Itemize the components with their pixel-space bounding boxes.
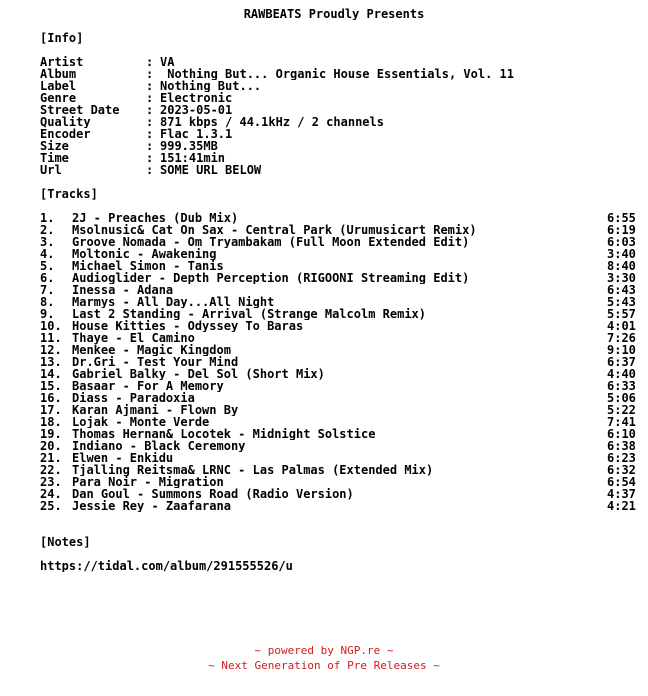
notes-heading: [Notes] <box>40 536 91 548</box>
track-title: 2J - Preaches (Dub Mix) <box>72 212 239 224</box>
track-duration: 6:32 <box>607 464 636 476</box>
track-row <box>0 440 648 452</box>
track-title: Jessie Rey - Zaafarana <box>72 500 231 512</box>
track-row <box>0 248 648 260</box>
spacer <box>0 512 648 524</box>
info-key: Url <box>40 164 62 176</box>
info-key: Label <box>40 80 77 92</box>
footer-tagline: ~ Next Generation of Pre Releases ~ <box>208 659 440 672</box>
track-duration: 6:23 <box>607 452 636 464</box>
track-number: 15. <box>40 380 62 392</box>
info-separator: : <box>146 92 154 104</box>
track-row <box>0 488 648 500</box>
spacer <box>0 20 648 32</box>
track-row <box>0 428 648 440</box>
track-row <box>0 392 648 404</box>
track-title: Last 2 Standing - Arrival (Strange Malcolm Remix) <box>72 308 427 320</box>
info-row <box>0 56 648 68</box>
track-row <box>0 356 648 368</box>
track-title: Basaar - For A Memory <box>72 380 224 392</box>
info-row <box>0 140 648 152</box>
info-key: Genre <box>40 92 77 104</box>
info-key: Artist <box>40 56 84 68</box>
track-list <box>0 212 648 512</box>
notes-url: https://tidal.com/album/291555526/u <box>40 560 293 572</box>
info-separator: : <box>146 140 154 152</box>
track-title: Karan Ajmani - Flown By <box>72 404 239 416</box>
track-number: 12. <box>40 344 62 356</box>
track-number: 21. <box>40 452 62 464</box>
track-title: Indiano - Black Ceremony <box>72 440 246 452</box>
track-duration: 6:19 <box>607 224 636 236</box>
track-title: Marmys - All Day...All Night <box>72 296 275 308</box>
track-number: 4. <box>40 248 55 260</box>
track-title: Elwen - Enkidu <box>72 452 174 464</box>
track-title: Para Noir - Migration <box>72 476 224 488</box>
track-title: Tjalling Reitsma& LRNC - Las Palmas (Extended Mix) <box>72 464 434 476</box>
track-number: 19. <box>40 428 62 440</box>
spacer <box>0 176 648 188</box>
track-row <box>0 212 648 224</box>
track-title: Audioglider - Depth Perception (RIGOONI Streaming Edit) <box>72 272 470 284</box>
spacer <box>0 200 648 212</box>
track-row <box>0 296 648 308</box>
track-number: 6. <box>40 272 55 284</box>
track-row <box>0 224 648 236</box>
info-key: Album <box>40 68 77 80</box>
track-duration: 6:37 <box>607 356 636 368</box>
info-value: Flac 1.3.1 <box>160 128 233 140</box>
info-value: 871 kbps / 44.1kHz / 2 channels <box>160 116 384 128</box>
track-title: Dan Goul - Summons Road (Radio Version) <box>72 488 354 500</box>
track-duration: 4:21 <box>607 500 636 512</box>
track-row <box>0 452 648 464</box>
track-title: Menkee - Magic Kingdom <box>72 344 231 356</box>
track-row <box>0 308 648 320</box>
track-row <box>0 320 648 332</box>
info-separator: : <box>146 152 154 164</box>
info-separator: : <box>146 68 154 80</box>
track-number: 24. <box>40 488 62 500</box>
track-duration: 6:03 <box>607 236 636 248</box>
info-separator: : <box>146 56 154 68</box>
track-number: 18. <box>40 416 62 428</box>
info-heading: [Info] <box>40 32 84 44</box>
track-duration: 6:38 <box>607 440 636 452</box>
info-row <box>0 128 648 140</box>
track-number: 5. <box>40 260 55 272</box>
info-key: Quality <box>40 116 91 128</box>
info-value: Electronic <box>160 92 233 104</box>
track-duration: 5:57 <box>607 308 636 320</box>
track-duration: 5:06 <box>607 392 636 404</box>
info-separator: : <box>146 116 154 128</box>
track-title: Moltonic - Awakening <box>72 248 217 260</box>
track-row <box>0 272 648 284</box>
track-duration: 4:01 <box>607 320 636 332</box>
info-row <box>0 104 648 116</box>
track-number: 14. <box>40 368 62 380</box>
track-title: Lojak - Monte Verde <box>72 416 210 428</box>
tracks-heading: [Tracks] <box>40 188 98 200</box>
spacer <box>0 548 648 560</box>
track-duration: 7:26 <box>607 332 636 344</box>
track-row <box>0 404 648 416</box>
track-duration: 3:40 <box>607 248 636 260</box>
info-value: 151:41min <box>160 152 226 164</box>
info-separator: : <box>146 104 154 116</box>
info-separator: : <box>146 164 154 176</box>
info-value: Nothing But... <box>160 80 262 92</box>
track-number: 3. <box>40 236 55 248</box>
info-key: Street Date <box>40 104 120 116</box>
track-row <box>0 368 648 380</box>
info-key: Encoder <box>40 128 91 140</box>
track-duration: 6:33 <box>607 380 636 392</box>
track-number: 16. <box>40 392 62 404</box>
track-duration: 5:22 <box>607 404 636 416</box>
track-number: 8. <box>40 296 55 308</box>
info-row <box>0 164 648 176</box>
track-duration: 4:37 <box>607 488 636 500</box>
info-row <box>0 80 648 92</box>
track-title: Inessa - Adana <box>72 284 174 296</box>
track-number: 11. <box>40 332 62 344</box>
info-row <box>0 68 648 80</box>
track-row <box>0 260 648 272</box>
info-value: VA <box>160 56 175 68</box>
track-number: 13. <box>40 356 62 368</box>
track-title: Michael Simon - Tanis <box>72 260 224 272</box>
track-duration: 9:10 <box>607 344 636 356</box>
track-duration: 3:30 <box>607 272 636 284</box>
track-duration: 6:10 <box>607 428 636 440</box>
track-duration: 6:54 <box>607 476 636 488</box>
track-number: 22. <box>40 464 62 476</box>
track-number: 25. <box>40 500 62 512</box>
page-title: RAWBEATS Proudly Presents <box>243 8 425 20</box>
track-duration: 8:40 <box>607 260 636 272</box>
track-title: Dr.Gri - Test Your Mind <box>72 356 239 368</box>
info-value: Nothing But... Organic House Essentials, Vol. 11 <box>160 68 515 80</box>
track-title: Thaye - El Camino <box>72 332 195 344</box>
track-row <box>0 344 648 356</box>
track-number: 23. <box>40 476 62 488</box>
spacer <box>0 44 648 56</box>
info-row <box>0 116 648 128</box>
info-key: Time <box>40 152 69 164</box>
track-title: Gabriel Balky - Del Sol (Short Mix) <box>72 368 325 380</box>
nfo-document <box>0 8 648 572</box>
track-number: 17. <box>40 404 62 416</box>
info-separator: : <box>146 128 154 140</box>
track-title: Thomas Hernan& Locotek - Midnight Solstice <box>72 428 376 440</box>
track-duration: 7:41 <box>607 416 636 428</box>
track-row <box>0 500 648 512</box>
info-list <box>0 56 648 176</box>
track-title: Diass - Paradoxia <box>72 392 195 404</box>
info-value: SOME URL BELOW <box>160 164 262 176</box>
track-number: 9. <box>40 308 55 320</box>
track-title: Msolnusic& Cat On Sax - Central Park (Urumusicart Remix) <box>72 224 477 236</box>
track-number: 7. <box>40 284 55 296</box>
track-row <box>0 380 648 392</box>
track-title: House Kitties - Odyssey To Baras <box>72 320 304 332</box>
track-row <box>0 416 648 428</box>
info-value: 999.35MB <box>160 140 218 152</box>
track-duration: 6:43 <box>607 284 636 296</box>
info-value: 2023-05-01 <box>160 104 233 116</box>
track-number: 1. <box>40 212 55 224</box>
footer-powered-by: ~ powered by NGP.re ~ <box>254 644 394 657</box>
track-duration: 6:55 <box>607 212 636 224</box>
info-row <box>0 152 648 164</box>
info-key: Size <box>40 140 69 152</box>
track-duration: 4:40 <box>607 368 636 380</box>
info-row <box>0 92 648 104</box>
track-row <box>0 236 648 248</box>
track-duration: 5:43 <box>607 296 636 308</box>
track-number: 2. <box>40 224 55 236</box>
track-row <box>0 464 648 476</box>
info-separator: : <box>146 80 154 92</box>
track-row <box>0 332 648 344</box>
track-row <box>0 284 648 296</box>
track-number: 20. <box>40 440 62 452</box>
track-title: Groove Nomada - Om Tryambakam (Full Moon Extended Edit) <box>72 236 470 248</box>
track-row <box>0 476 648 488</box>
spacer <box>0 524 648 536</box>
track-number: 10. <box>40 320 62 332</box>
